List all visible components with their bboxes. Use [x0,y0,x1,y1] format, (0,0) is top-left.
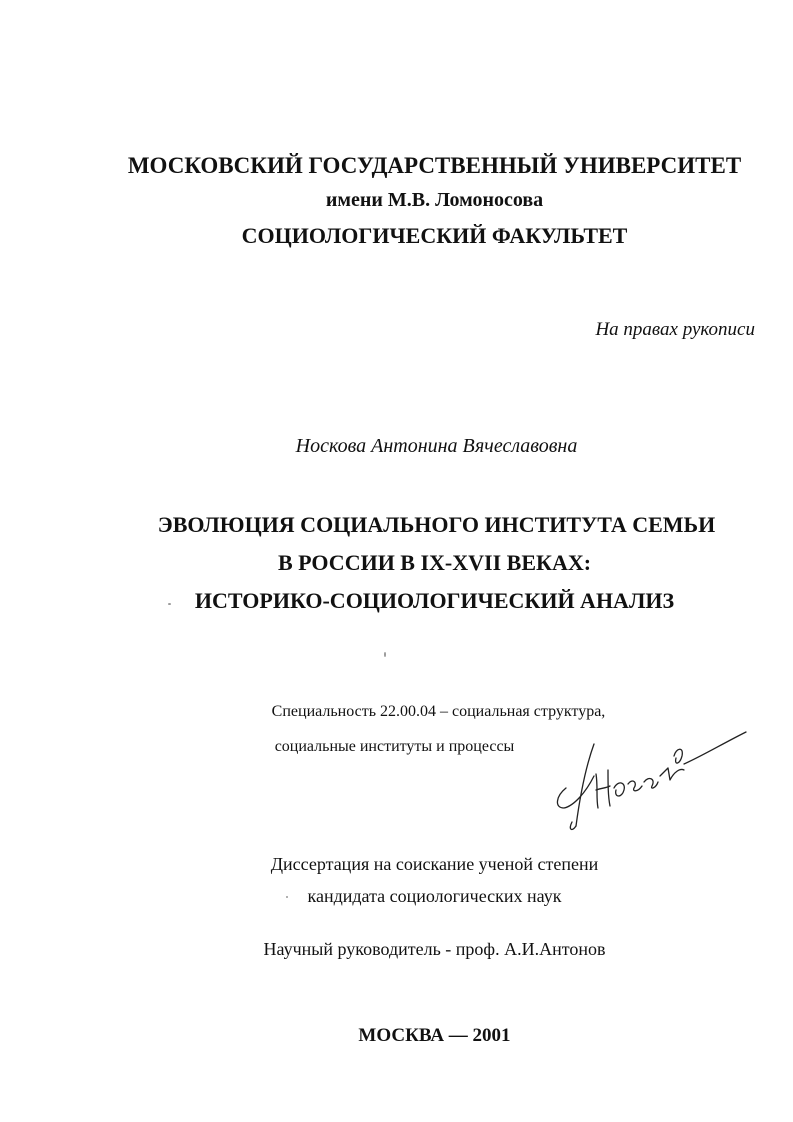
thesis-title-line-3: ИСТОРИКО-СОЦИОЛОГИЧЕСКИЙ АНАЛИЗ [194,588,675,613]
specialty-line-1: Специальность 22.00.04 – социальная структура, [271,703,606,720]
supervisor: Научный руководитель - проф. А.И.Антонов [263,939,606,959]
signature-strokes [557,732,746,829]
university-name: МОСКОВСКИЙ ГОСУДАРСТВЕННЫЙ УНИВЕРСИТЕТ [127,153,742,178]
city-year: МОСКВА — 2001 [358,1025,511,1046]
author-name: Носкова Антонина Вячеславовна [295,435,578,457]
scan-speck [384,652,386,657]
specialty-line-2: социальные институты и процессы [274,738,515,755]
dissertation-line-2: кандидата социологических наук [307,886,562,906]
university-named-after: имени М.В. Ломоносова [325,189,544,211]
scan-speck [168,603,171,605]
faculty-name: СОЦИОЛОГИЧЕСКИЙ ФАКУЛЬТЕТ [241,223,628,248]
dissertation-line-1: Диссертация на соискание ученой степени [270,854,599,874]
author-signature [552,726,752,836]
manuscript-note: На правах рукописи [595,319,755,340]
thesis-title-line-1: ЭВОЛЮЦИЯ СОЦИАЛЬНОГО ИНСТИТУТА СЕМЬИ [157,512,716,537]
scan-speck [286,896,288,898]
thesis-title-line-2: В РОССИИ В IX-XVII ВЕКАХ: [277,550,592,575]
